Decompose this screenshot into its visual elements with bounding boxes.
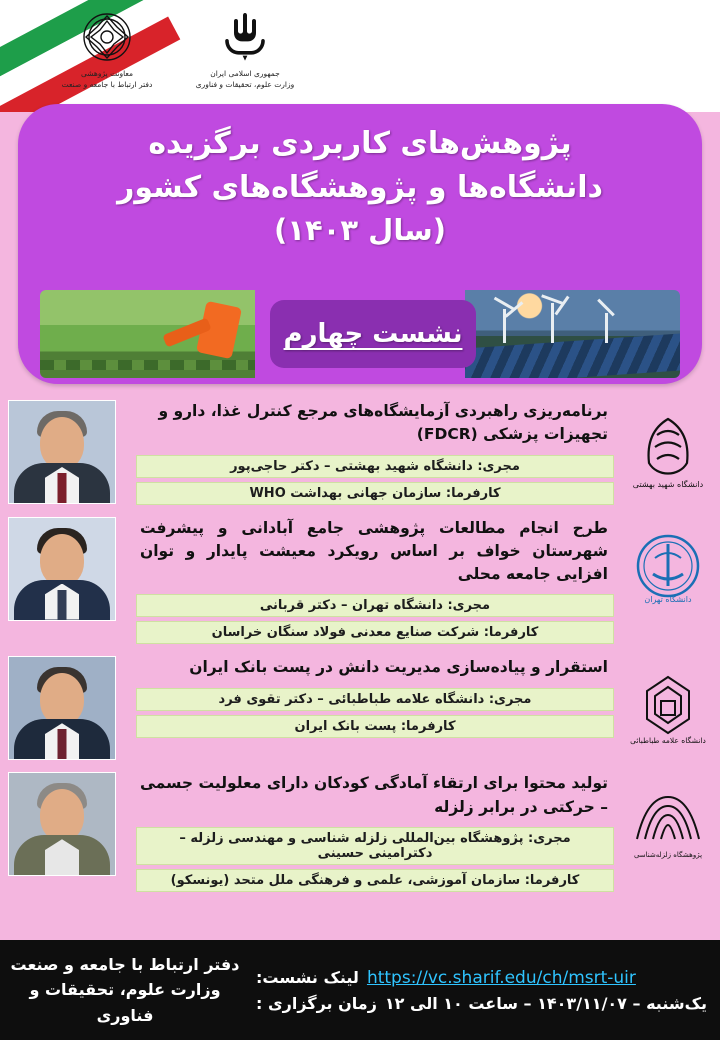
page-title — [18, 122, 702, 251]
project-title: طرح انجام مطالعات پژوهشی جامع آبادانی و پیشرفت شهرستان خواف بر اساس رویکرد معیشت پایدار و توان افزایی جامعه محلی — [140, 518, 608, 583]
ministry-logo-caption: جمهوری اسلامی ایران وزارت علوم، تحقیقات و فناوری — [195, 69, 295, 89]
svg-text:دانشگاه شهید بهشتی: دانشگاه شهید بهشتی — [632, 480, 704, 489]
ministry-science-emblem-icon — [216, 8, 274, 66]
project-title: تولید محتوا برای ارتقاء آمادگی کودکان دارای معلولیت جسمی – حرکتی در برابر زلزله — [140, 774, 608, 816]
footer-link-label: لینک نشست: — [256, 968, 359, 987]
session-badge-label: نشست چهارم — [283, 319, 463, 349]
office-community-industry-emblem-icon — [78, 8, 136, 66]
project-row — [0, 766, 720, 898]
project-details — [130, 398, 614, 505]
footer-office-line-2: وزارت علوم، تحقیقات و فناوری — [29, 980, 221, 1025]
footer-office — [0, 952, 250, 1029]
project-employer: کارفرما: سازمان آموزشی، علمی و فرهنگی ملل متحد (یونسکو) — [136, 869, 614, 892]
project-title: استقرار و پیاده‌سازی مدیریت دانش در پست بانک ایران — [189, 658, 608, 677]
allameh-tabatabai-university-logo-icon — [622, 658, 714, 758]
session-badge — [270, 300, 476, 368]
title-line-1: پژوهش‌های کاربردی برگزیده — [148, 126, 572, 161]
svg-text:پژوهشگاه زلزله‌شناسی: پژوهشگاه زلزله‌شناسی — [633, 851, 703, 860]
footer-info — [250, 962, 720, 1019]
iiees-earthquake-institute-logo-icon — [622, 774, 714, 874]
project-executor: مجری: دانشگاه شهید بهشتی – دکتر حاجی‌پور — [136, 455, 614, 478]
svg-text:دانشگاه علامه طباطبائی: دانشگاه علامه طباطبائی — [630, 736, 706, 746]
project-executor: مجری: دانشگاه علامه طباطبائی – دکتر تقوی فرد — [136, 688, 614, 711]
footer-link-row — [256, 968, 708, 988]
header-band — [0, 0, 720, 112]
wind-turbines-solar-panels-photo — [465, 290, 680, 378]
projects-list — [0, 394, 720, 898]
project-row — [0, 511, 720, 651]
project-row — [0, 650, 720, 766]
project-row — [0, 394, 720, 511]
project-details — [130, 654, 614, 737]
footer-time-row — [256, 994, 708, 1013]
footer-time-value: یک‌شنبه – ۱۴۰۳/۱۱/۰۷ – ساعت ۱۰ الی ۱۲ — [384, 993, 707, 1013]
project-details — [130, 515, 614, 645]
project-executor: مجری: دانشگاه تهران – دکتر قربانی — [136, 594, 614, 617]
project-executor: مجری: پژوهشگاه بین‌المللی زلزله شناسی و مهندسی زلزله – دکترامینی حسینی — [136, 827, 614, 865]
portrait-researcher-1 — [8, 400, 116, 504]
project-employer: کارفرما: سازمان جهانی بهداشت WHO — [136, 482, 614, 505]
shahid-beheshti-university-logo-icon — [622, 402, 714, 502]
university-of-tehran-logo-icon — [622, 519, 714, 619]
title-line-3: (سال ۱۴۰۳) — [274, 213, 446, 247]
portrait-researcher-2 — [8, 517, 116, 621]
svg-text:دانشگاه تهران: دانشگاه تهران — [644, 594, 692, 604]
logo-block-office — [42, 8, 172, 91]
office-logo-caption: معاونت پژوهشی دفتر ارتباط با جامعه و صنعت — [61, 69, 153, 89]
title-plate — [18, 104, 702, 384]
logo-block-ministry — [180, 8, 310, 91]
portrait-researcher-4 — [8, 772, 116, 876]
project-employer: کارفرما: شرکت صنایع معدنی فولاد سنگان خراسان — [136, 621, 614, 644]
project-employer: کارفرما: پست بانک ایران — [136, 715, 614, 738]
greenhouse-robot-arm-photo — [40, 290, 255, 378]
project-details — [130, 770, 614, 892]
project-title: برنامه‌ریزی راهبردی آزمایشگاه‌های مرجع کنترل غذا، دارو و تجهیزات پزشکی (FDCR) — [158, 402, 608, 444]
title-line-2: دانشگاه‌ها و پژوهشگاه‌های کشور — [117, 169, 603, 205]
footer-office-line-1: دفتر ارتباط با جامعه و صنعت — [10, 954, 240, 974]
footer-bar — [0, 940, 720, 1040]
portrait-researcher-3 — [8, 656, 116, 760]
session-link[interactable]: https://vc.sharif.edu/ch/msrt-uir — [366, 967, 636, 988]
footer-time-label: زمان برگزاری : — [256, 993, 377, 1013]
